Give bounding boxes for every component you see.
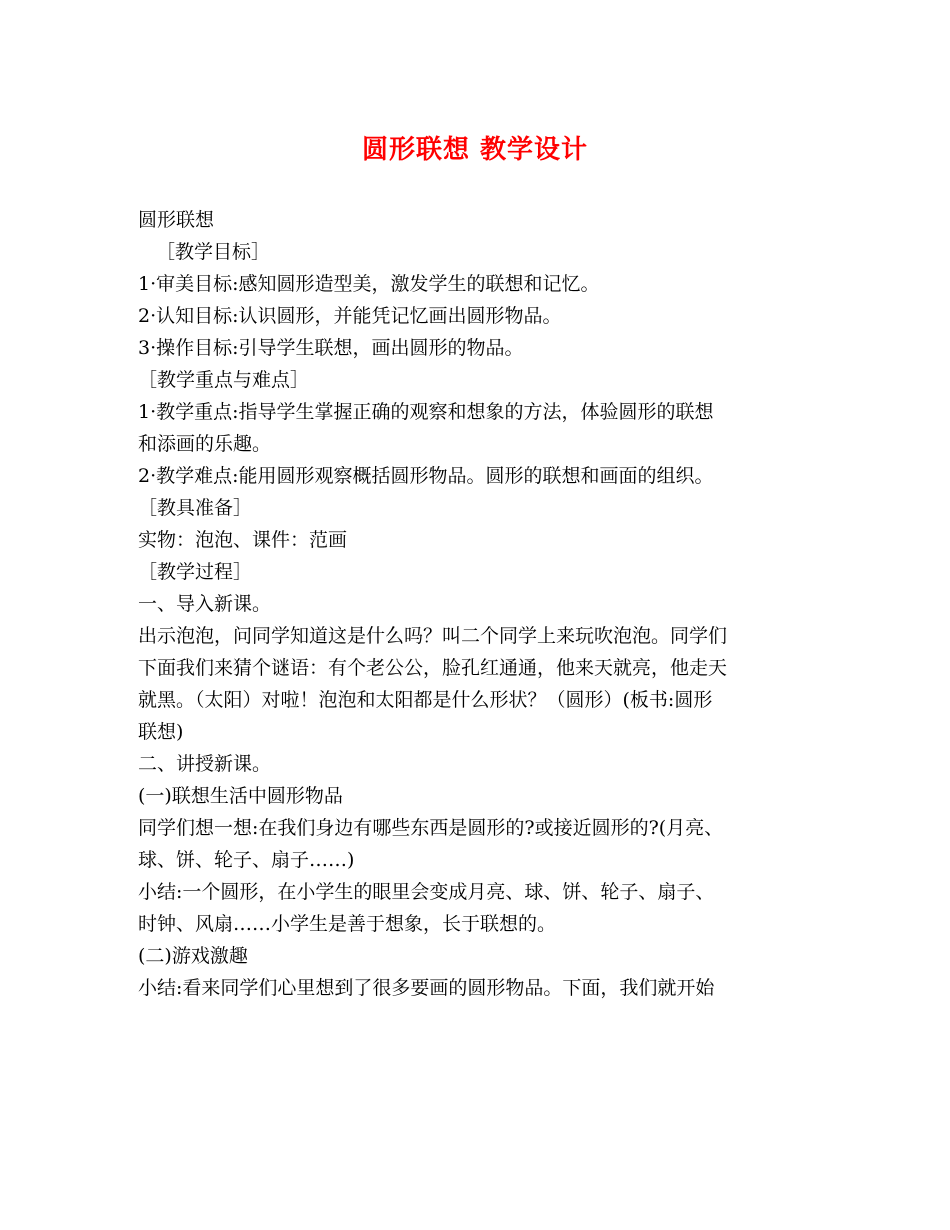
key-point-item: 2·教学难点:能用圆形观察概括圆形物品。圆形的联想和画面的组织。 — [138, 465, 714, 487]
section-label-objectives: ［教学目标］ — [156, 241, 271, 263]
paragraph-line: 小结:一个圆形，在小学生的眼里会变成月亮、球、饼、轮子、扇子、 — [138, 881, 715, 903]
paragraph-line: 同学们想一想:在我们身边有哪些东西是圆形的?或接近圆形的?(月亮、 — [138, 817, 724, 839]
key-point-item: 1·教学重点:指导学生掌握正确的观察和想象的方法，体验圆形的联想 — [138, 401, 714, 423]
objective-item: 3·操作目标:引导学生联想，画出圆形的物品。 — [138, 337, 524, 359]
paragraph-line: 出示泡泡，问同学知道这是什么吗？叫二个同学上来玩吹泡泡。同学们 — [138, 625, 728, 647]
paragraph-line: 下面我们来猜个谜语：有个老公公，脸孔红通通，他来天就亮，他走天 — [138, 657, 728, 679]
paragraph-line: 球、饼、轮子、扇子……) — [138, 849, 355, 871]
objective-item: 1·审美目标:感知圆形造型美，激发学生的联想和记忆。 — [138, 273, 600, 295]
section-heading: 圆形联想 — [138, 209, 215, 231]
objective-item: 2·认知目标:认识圆形，并能凭记忆画出圆形物品。 — [138, 305, 562, 327]
section-label-process: ［教学过程］ — [138, 561, 253, 583]
subsection-heading: (二)游戏激趣 — [138, 945, 248, 967]
section-label-key-points: ［教学重点与难点］ — [138, 369, 310, 391]
section-label-materials: ［教具准备］ — [138, 497, 253, 519]
process-step-heading: 一、导入新课。 — [138, 593, 272, 615]
paragraph-line: 联想) — [138, 721, 184, 743]
document-title: 圆形联想 教学设计 — [361, 135, 589, 165]
materials-text: 实物：泡泡、课件：范画 — [138, 529, 348, 551]
document-body — [138, 204, 818, 1004]
paragraph-line: 小结:看来同学们心里想到了很多要画的圆形物品。下面，我们就开始 — [138, 977, 715, 999]
subsection-heading: (一)联想生活中圆形物品 — [138, 785, 343, 807]
paragraph-line: 时钟、风扇……小学生是善于想象，长于联想的。 — [138, 913, 557, 935]
process-step-heading: 二、讲授新课。 — [138, 753, 272, 775]
paragraph-line: 就黑。（太阳）对啦！泡泡和太阳都是什么形状？（圆形）(板书:圆形 — [138, 689, 713, 711]
key-point-item-continued: 和添画的乐趣。 — [138, 433, 272, 455]
